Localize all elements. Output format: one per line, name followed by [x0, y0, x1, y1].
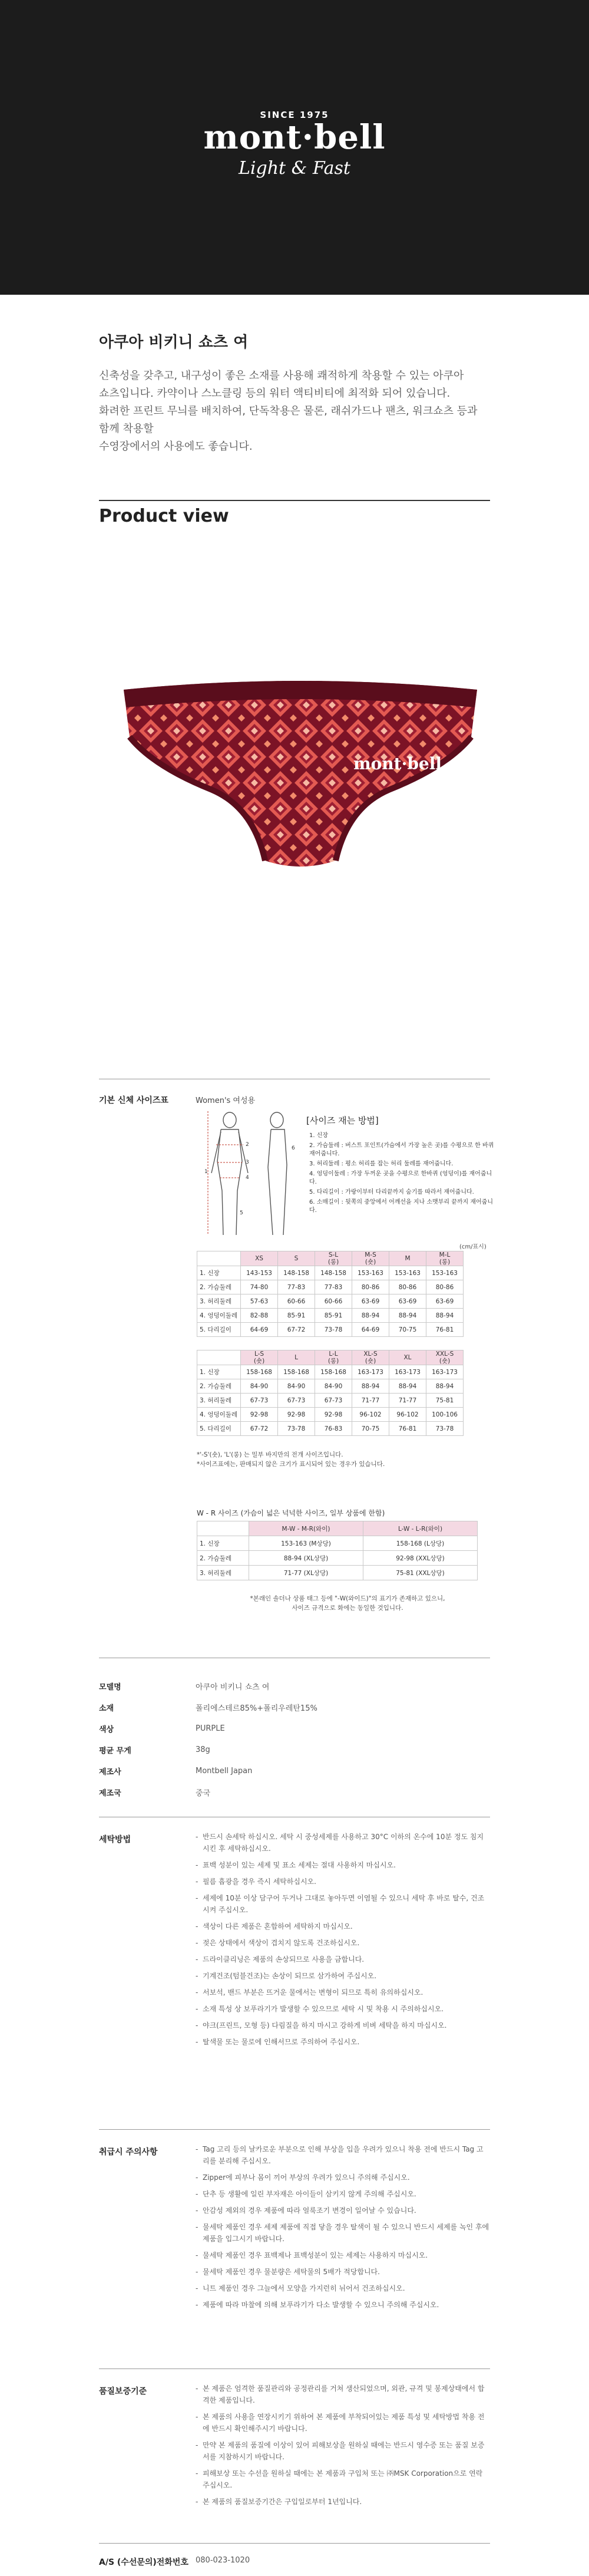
table-cell: 153-163	[389, 1266, 426, 1280]
spec-value: 아쿠아 비키니 쇼츠 여	[196, 1682, 270, 1692]
table-cell: 67-72	[241, 1422, 278, 1436]
row-label: 4. 엉덩이둘레	[197, 1309, 241, 1323]
table-cell: 84-90	[315, 1379, 352, 1394]
intro-line: 신축성을 갖추고, 내구성이 좋은 소재를 사용해 쾌적하게 착용할 수 있는 아쿠아	[99, 370, 464, 382]
wr-size-title: W - R 사이즈 (가슴이 넓은 넉넉한 사이즈, 일부 상품에 한함)	[197, 1509, 385, 1517]
table-cell: 76-83	[315, 1422, 352, 1436]
table-cell: 88-94	[389, 1379, 426, 1394]
women-label: Women's 여성용	[196, 1096, 256, 1105]
divider	[99, 2129, 490, 2130]
table-cell: 71-77 (XL상당)	[249, 1566, 363, 1580]
list-item: - 피해보상 또는 수선을 원하실 때에는 본 제품과 구입처 또는 ㈜MSK Corporation으로 연락 주십시오.	[196, 2468, 490, 2491]
table-row	[197, 1379, 464, 1394]
table-cell: 67-72	[278, 1323, 315, 1337]
table-row	[197, 1365, 464, 1379]
brand-tagline: Light & Fast	[239, 158, 350, 179]
size-table	[197, 1251, 464, 1337]
wr-size-table	[197, 1521, 478, 1580]
table-cell: 85-91	[278, 1309, 315, 1323]
table-cell: 84-90	[241, 1379, 278, 1394]
list-item: - Zipper에 피부나 몸이 끼어 부상의 우려가 있으니 주의해 주십시오.	[196, 2172, 490, 2183]
size-header: M-S (숏)	[352, 1251, 389, 1266]
size-note-line: *사이즈표에는, 판매되지 않은 크기가 표시되어 있는 경우가 있습니다.	[197, 1461, 385, 1468]
table-header-row	[197, 1521, 478, 1536]
table-cell: 73-78	[278, 1422, 315, 1436]
table-cell: 80-86	[389, 1280, 426, 1294]
table-cell: 88-94	[389, 1309, 426, 1323]
washing-list	[196, 1831, 490, 2053]
spec-row	[99, 1697, 490, 1718]
handling-list	[196, 2143, 490, 2315]
table-cell: 63-69	[389, 1294, 426, 1309]
table-row	[197, 1266, 464, 1280]
list-item: - 탈색물 또는 물로에 인해서므로 주의하여 주십시오.	[196, 2036, 490, 2048]
size-header: M-L (롱)	[426, 1251, 464, 1266]
wr-header: M-W - M-R(와이)	[249, 1521, 363, 1536]
row-label: 1. 신장	[197, 1266, 241, 1280]
list-item: - 물세탁 제품인 경우 세제 제품에 직접 닿을 경우 탈색이 될 수 있으니 반드시 세제를 녹인 후에 제품을 입그시기 바랍니다.	[196, 2221, 490, 2245]
list-item: - 만약 본 제품의 품질에 이상이 있어 피해보상을 원하실 때에는 반드시 영수증 또는 품질 보증서를 지참하시기 바랍니다.	[196, 2439, 490, 2463]
table-cell: 80-86	[352, 1280, 389, 1294]
table-row	[197, 1280, 464, 1294]
row-label: 2. 가슴둘레	[197, 1551, 249, 1566]
table-cell: 148-158	[278, 1266, 315, 1280]
spec-row	[99, 1675, 490, 1697]
wr-note	[241, 1594, 454, 1613]
row-label: 3. 허리둘레	[197, 1566, 249, 1580]
wr-header: L-W - L-R(와이)	[363, 1521, 478, 1536]
table-cell: 67-73	[315, 1394, 352, 1408]
table-header-row	[197, 1251, 464, 1266]
table-cell: 85-91	[315, 1309, 352, 1323]
table-row	[197, 1422, 464, 1436]
list-item: - 색상이 다른 제품은 혼합하여 세탁하지 마십시오.	[196, 1921, 490, 1932]
table-row	[197, 1566, 478, 1580]
table-cell: 92-98 (XXL상당)	[363, 1551, 478, 1566]
list-item: - 제품에 따라 마찰에 의해 보푸라기가 다소 발생할 수 있으니 주의해 주십시오.	[196, 2299, 490, 2311]
table-cell: 153-163	[426, 1266, 464, 1280]
measure-item: 3. 허리둘레 : 평소 허리를 잡는 허리 둘레를 재어줍니다.	[309, 1161, 454, 1167]
table-cell: 88-94	[352, 1379, 389, 1394]
table-cell: 57-63	[241, 1294, 278, 1309]
table-cell: 70-75	[389, 1323, 426, 1337]
table-cell: 153-163 (M상당)	[249, 1536, 363, 1551]
measure-item: 6. 소매길이 : 뒷쪽의 중앙에서 어깨선을 지나 소맷부리 끝까지 재어줍니다.	[309, 1199, 493, 1214]
table-cell: 71-77	[389, 1394, 426, 1408]
list-item: - 안감성 제외의 경우 제품에 따라 얼룩조기 변경이 일어날 수 있습니다.	[196, 2205, 490, 2216]
size-header: S-L (롱)	[315, 1251, 352, 1266]
intro-description	[99, 367, 490, 456]
spec-key: 제조국	[99, 1788, 121, 1798]
table-cell: 92-98	[315, 1408, 352, 1422]
spec-value: Montbell Japan	[196, 1766, 253, 1775]
row-label: 2. 가슴둘레	[197, 1379, 241, 1394]
list-item: - 드라이클리닝은 제품의 손상되므로 사용을 금합니다.	[196, 1954, 490, 1965]
measure-item: 2. 가슴둘레 : 버스트 포인트(가슴에서 가장 높은 곳)를 수평으로 한 바퀴 재어줍니다.	[309, 1142, 494, 1157]
brand-header	[0, 0, 589, 295]
row-label: 1. 신장	[197, 1365, 241, 1379]
table-cell: 153-163	[352, 1266, 389, 1280]
body-measure-figure	[203, 1108, 306, 1241]
washing-label: 세탁방법	[99, 1835, 131, 1844]
handling-label: 취급시 주의사항	[99, 2147, 158, 2157]
table-cell: 73-78	[426, 1422, 464, 1436]
measure-method-list	[309, 1132, 498, 1217]
spec-row	[99, 1760, 490, 1781]
row-label: 5. 다리길이	[197, 1323, 241, 1337]
table-cell: 63-69	[426, 1294, 464, 1309]
table-cell: 88-94	[426, 1379, 464, 1394]
row-label: 3. 허리둘레	[197, 1294, 241, 1309]
table-row	[197, 1294, 464, 1309]
wr-note-line: *본래인 솔더나 상품 태그 등에 "-W(와이드)"의 표기가 존재하고 있으니,	[250, 1595, 445, 1602]
spec-value: 폴리에스테르85%+폴리우레탄15%	[196, 1704, 317, 1713]
table-cell: 100-106	[426, 1408, 464, 1422]
spec-value: 중국	[196, 1788, 211, 1798]
table-cell: 76-81	[389, 1422, 426, 1436]
row-label: 3. 허리둘레	[197, 1394, 241, 1408]
svg-text:4: 4	[246, 1175, 249, 1181]
table-row	[197, 1408, 464, 1422]
product-view-title: Product view	[99, 506, 229, 526]
divider	[99, 500, 490, 501]
table-cell: 163-173	[389, 1365, 426, 1379]
product-logo-print: mont·bell	[353, 754, 442, 773]
table-cell: 63-69	[352, 1294, 389, 1309]
spec-row	[99, 1739, 490, 1760]
size-section-label: 기본 신체 사이즈표	[99, 1096, 168, 1105]
spec-key: 평균 무게	[99, 1746, 131, 1755]
table-cell: 60-66	[315, 1294, 352, 1309]
list-item: - 소재 특성 상 보푸라기가 발생할 수 있으므로 세탁 시 및 착용 시 주의하십시오.	[196, 2003, 490, 2015]
list-item: - 기계건조(텀블건조)는 손상이 되므로 삼가하여 주십시오.	[196, 1970, 490, 1982]
list-item: - 필름 흡광을 경우 즉시 세탁하십시오.	[196, 1876, 490, 1887]
table-cell: 143-153	[241, 1266, 278, 1280]
table-cell: 158-168	[315, 1365, 352, 1379]
table-corner	[197, 1521, 249, 1536]
table-cell: 96-102	[352, 1408, 389, 1422]
table-cell: 75-81	[426, 1394, 464, 1408]
list-item: - 야크(프린트, 모형 등) 다림질을 하지 마시고 강하게 비벼 세탁을 하지 마십시오.	[196, 2020, 490, 2031]
table-cell: 70-75	[352, 1422, 389, 1436]
table-cell: 84-90	[278, 1379, 315, 1394]
spec-key: 모델명	[99, 1682, 121, 1692]
size-header: L-L (롱)	[315, 1350, 352, 1365]
list-item: - 본 제품의 품질보증기간은 구입일로부터 1년입니다.	[196, 2496, 490, 2508]
table-cell: 92-98	[241, 1408, 278, 1422]
table-cell: 67-73	[278, 1394, 315, 1408]
table-cell: 67-73	[241, 1394, 278, 1408]
table-cell: 88-94	[352, 1309, 389, 1323]
size-table	[197, 1350, 464, 1436]
list-item: - 반드시 손세탁 하십시오. 세탁 시 중성세제를 사용하고 30°C 이하의 온수에 10분 정도 침지시킨 후 세탁하십시오.	[196, 1831, 490, 1854]
table-row	[197, 1394, 464, 1408]
intro-line: 쇼츠입니다. 카약이나 스노클링 등의 워터 액티비티에 최적화 되어 있습니다.	[99, 387, 451, 400]
spec-table	[99, 1675, 490, 1803]
row-label: 4. 엉덩이둘레	[197, 1408, 241, 1422]
list-item: - 단추 등 생활에 일린 부자재은 아이들이 삼키지 않게 주의해 주십시오.	[196, 2188, 490, 2200]
spec-key: 소재	[99, 1704, 114, 1713]
list-item: - 서보석, 밴드 부분은 뜨거운 물에서는 변형이 되므로 특히 유의하십시오.	[196, 1987, 490, 1998]
table-cell: 74-80	[241, 1280, 278, 1294]
brand-logo: mont·bell	[203, 118, 386, 157]
table-cell: 158-168	[241, 1365, 278, 1379]
table-cell: 96-102	[389, 1408, 426, 1422]
list-item: - 본 제품의 사용을 연장시키기 위하여 본 제품에 부착되어있는 제품 특성 및 세탁방법 착용 전에 반드시 확인해주시기 바랍니다.	[196, 2411, 490, 2435]
product-title: 아쿠아 비키니 쇼츠 여	[99, 334, 249, 351]
table-corner	[197, 1350, 241, 1365]
size-header: XXL-S (숏)	[426, 1350, 464, 1365]
svg-text:3: 3	[246, 1159, 249, 1165]
list-item: - 표백 성분이 있는 세제 및 표소 세제는 절대 사용하지 마십시오.	[196, 1859, 490, 1871]
row-label: 1. 신장	[197, 1536, 249, 1551]
table-row	[197, 1323, 464, 1337]
measure-method-title: [사이즈 재는 방법]	[306, 1115, 379, 1126]
spec-key: 색상	[99, 1725, 114, 1734]
table-row	[197, 1536, 478, 1551]
table-cell: 158-168 (L상당)	[363, 1536, 478, 1551]
table-cell: 73-78	[315, 1323, 352, 1337]
size-header: L	[278, 1350, 315, 1365]
table-cell: 88-94 (XL상당)	[249, 1551, 363, 1566]
list-item: - 물세탁 제품인 경우 물분량은 세탁물의 5배가 적당합니다.	[196, 2266, 490, 2278]
spec-row	[99, 1718, 490, 1739]
table-corner	[197, 1251, 241, 1266]
table-cell: 64-69	[241, 1323, 278, 1337]
as-label: A/S (수선문의)전화번호	[99, 2558, 188, 2567]
list-item: - 니트 제품인 경우 그늘에서 모양을 가지런히 뉘어서 건조하십시오.	[196, 2282, 490, 2294]
list-item: - 물세탁 제품인 경우 표백제나 표백성분이 있는 세제는 사용하지 마십시오.	[196, 2249, 490, 2261]
table-cell: 158-168	[278, 1365, 315, 1379]
table-row	[197, 1551, 478, 1566]
product-image	[112, 666, 489, 896]
list-item: - 젖은 상태에서 색상이 겹치지 않도록 건조하십시오.	[196, 1937, 490, 1949]
quality-list	[196, 2383, 490, 2512]
table-cell: 92-98	[278, 1408, 315, 1422]
table-cell: 77-83	[315, 1280, 352, 1294]
intro-line: 수영장에서의 사용에도 좋습니다.	[99, 440, 253, 453]
quality-label: 품질보증기준	[99, 2387, 147, 2396]
unit-label: (cm/표시)	[459, 1244, 487, 1250]
size-header: M	[389, 1251, 426, 1266]
svg-text:2: 2	[246, 1142, 249, 1148]
size-header: XL-S (숏)	[352, 1350, 389, 1365]
table-header-row	[197, 1350, 464, 1365]
intro-section	[99, 330, 490, 456]
measure-item: 5. 다리길이 : 가랑이부터 다리끝까지 숨기를 따라서 재어줍니다.	[309, 1189, 474, 1195]
table-cell: 88-94	[426, 1309, 464, 1323]
table-cell: 80-86	[426, 1280, 464, 1294]
svg-text:1: 1	[204, 1169, 208, 1175]
measure-item: 4. 엉덩이둘레 : 가장 두꺼운 곳을 수평으로 한바퀴 (엉덩이)를 재어줍니다.	[309, 1171, 492, 1185]
spec-value: PURPLE	[196, 1724, 225, 1733]
table-cell: 148-158	[315, 1266, 352, 1280]
size-note	[197, 1450, 491, 1469]
size-header: XL	[389, 1350, 426, 1365]
size-header: L-S (숏)	[241, 1350, 278, 1365]
table-cell: 77-83	[278, 1280, 315, 1294]
svg-text:5: 5	[240, 1210, 243, 1216]
divider	[99, 2543, 490, 2544]
table-cell: 71-77	[352, 1394, 389, 1408]
size-header: S	[278, 1251, 315, 1266]
table-cell: 64-69	[352, 1323, 389, 1337]
table-cell: 163-173	[352, 1365, 389, 1379]
measure-item: 1. 신장	[309, 1132, 329, 1139]
table-row	[197, 1309, 464, 1323]
list-item: - 본 제품은 엄격한 품질관리와 공정관리를 거쳐 생산되었으며, 외관, 규격 및 봉제상태에서 합격한 제품입니다.	[196, 2383, 490, 2406]
table-cell: 76-81	[426, 1323, 464, 1337]
table-cell: 82-88	[241, 1309, 278, 1323]
wr-note-line: 사이즈 규격으로 화에는 동일한 것입니다.	[292, 1605, 403, 1612]
list-item: - 세제에 10분 이상 담구어 두거나 그대로 놓아두면 이염될 수 있으니 세탁 후 바로 탈수, 건조시켜 주십시오.	[196, 1892, 490, 1916]
spec-key: 제조사	[99, 1767, 121, 1777]
size-note-line: *'-S'(숏), 'L'(롱) 는 밀부 바지만의 전개 사이즈입니다.	[197, 1451, 343, 1458]
list-item: - Tag 고리 등의 날카로운 부분으로 인해 부상을 입을 우려가 있으니 착용 전에 반드시 Tag 고리를 분리해 주십시오.	[196, 2143, 490, 2167]
row-label: 2. 가슴둘레	[197, 1280, 241, 1294]
as-phone: 080-023-1020	[196, 2556, 250, 2565]
row-label: 5. 다리길이	[197, 1422, 241, 1436]
table-cell: 163-173	[426, 1365, 464, 1379]
size-header: XS	[241, 1251, 278, 1266]
table-cell: 75-81 (XXL상당)	[363, 1566, 478, 1580]
spec-row	[99, 1781, 490, 1803]
intro-line: 화려한 프린트 무늬를 배치하여, 단독착용은 물론, 래쉬가드나 팬츠, 워크쇼츠 등과 함께 착용할	[99, 405, 478, 435]
table-cell: 60-66	[278, 1294, 315, 1309]
since-text: SINCE 1975	[260, 110, 329, 120]
svg-text:6: 6	[292, 1145, 295, 1151]
spec-value: 38g	[196, 1745, 210, 1754]
